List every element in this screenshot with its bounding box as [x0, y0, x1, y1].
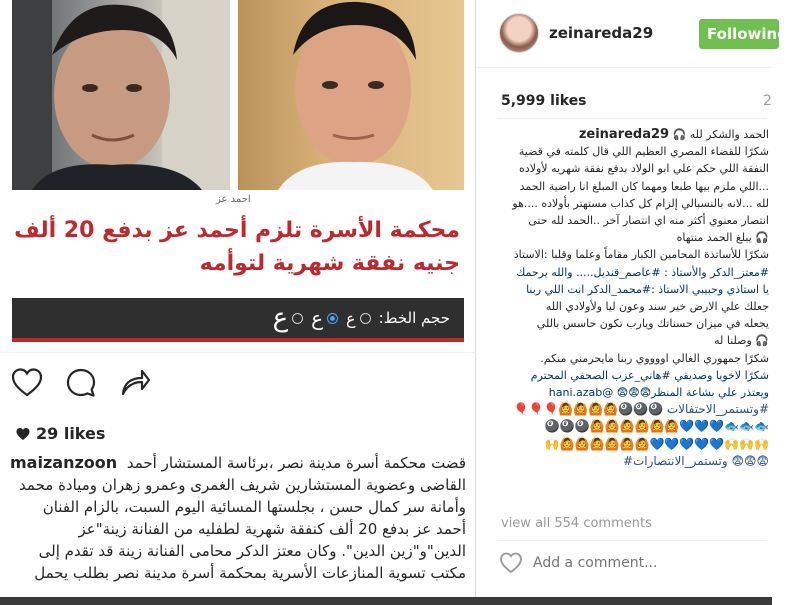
caption-text: قضت محكمة أسرة مدينة نصر ،برئاسة المستشار أحمد القاضى وعضوية المستشارين شريف الغمرى وعمرو زهران وميادة محمد وأمانة سر كمال حسن ، بجلستها المسائية اليوم السبت، بالزام الفنان أحمد عز بدفع 20 ألف كنفقة شهرية لطفليه من الفنانة زينة"عز الدين"و"زين الدين". وكان معتز الدكر محامى الفنانة زينة قد تقدم إلى مكتب تسوية المنازعات الأسرية بمحكمة أسرة مدينة نصر بطلب يحمل — [19, 454, 466, 582]
header-username[interactable]: zeinareda29 — [549, 24, 654, 42]
avatar[interactable] — [499, 13, 539, 53]
font-option-medium[interactable] — [311, 306, 338, 330]
caption-line: يجعله في ميزان حسناتك ويارب تكون حاسس باللي — [536, 317, 769, 331]
comment-icon[interactable] — [64, 366, 98, 400]
caption-line: شكرًا للأساتذة المحامين الكبار مقاماً وعلما وقلبا :الاستاذ — [513, 248, 769, 262]
caption-line-emoji: 🙌🙌🙌💙💙💙💙💙🙆🙆🙆🙆🙆🙆🙌 — [544, 436, 769, 451]
image-caption-small: احمد عز — [216, 194, 251, 205]
caption-line: ...اللي ملزم بيها طبعا ومهما كان المبلغ انا راضية الحمد — [519, 179, 769, 193]
heart-icon[interactable] — [499, 551, 523, 575]
radio-selected-icon[interactable] — [327, 313, 338, 324]
caption-line: الحمد والشكر لله 🎧 zeinareda29 — [578, 127, 769, 142]
caption-username[interactable]: maizanzoon — [10, 453, 118, 472]
photo-man-left — [12, 0, 230, 190]
comment-input[interactable] — [533, 551, 753, 575]
caption-line-hashtags[interactable]: يا استاذي وحبيبي الاستاذ :#محمد_الدكر انت اللي ربنا — [526, 282, 769, 296]
caption-line-emoji[interactable]: 😨😨😨 وتستمر_الانتصارات# — [622, 453, 769, 468]
divider — [497, 118, 767, 119]
font-option-letter: ع — [346, 308, 356, 328]
post-sidebar — [477, 0, 788, 605]
caption-line: لله ...لانه بالنسبالي إلزام كل كذاب مستهتر بأولاده ....هو — [512, 196, 769, 210]
photo-man-right — [238, 0, 464, 190]
post-time: 2 — [763, 93, 772, 109]
font-size-label: حجم الخط: — [378, 309, 450, 327]
caption-line-hashtags[interactable]: شكرًا لاخويا وصديقي #هاني_عزب الصحفي المحترم — [530, 368, 769, 382]
headline-line-1: محكمة الأسرة تلزم أحمد عز بدفع 20 ألف — [14, 218, 460, 243]
sidebar-caption — [499, 126, 769, 530]
caption-line: النفقة اللي حكم علي ابو الولاد بدفع نفقة شهريه لأولاده — [519, 162, 769, 176]
post-actions — [10, 366, 152, 400]
likes-text: 29 likes — [36, 424, 106, 443]
horizontal-scrollbar[interactable] — [0, 597, 772, 605]
caption-line-emoji: 🐟🐟🐟💙💙💙🙆🙆🙆🙆🙆🙆🎱🎱🎱 — [544, 419, 769, 434]
headline-line-2: جنيه نفقة شهرية لتوأمه — [199, 251, 460, 276]
caption-line-hashtags[interactable]: #معتز_الدكر والأستاذ : #عاصم_قنديل..... والله يرحمك — [516, 265, 769, 279]
heart-icon[interactable] — [10, 366, 44, 400]
share-icon[interactable] — [118, 366, 152, 400]
font-size-bar — [12, 298, 464, 342]
divider — [497, 540, 767, 541]
likes-count[interactable] — [16, 424, 105, 443]
font-option-letter: ع — [311, 306, 324, 330]
caption-line-emoji[interactable]: #وتستمر_الاحتفالات 🎱🎱🎱🙆🙆🙆🙆🎈🎈🎈 — [513, 402, 769, 417]
caption-line: 🎧 وصلنا له — [714, 334, 769, 348]
caption-username[interactable]: zeinareda29 — [578, 127, 670, 142]
font-option-letter: ع — [272, 303, 289, 333]
post-image — [6, 0, 468, 350]
caption-line: انتصار معنوي أكثر منه اي انتصار آخر ..الحمد لله حتى — [528, 214, 769, 228]
font-option-large[interactable] — [273, 303, 304, 333]
font-option-small[interactable] — [346, 309, 371, 328]
heart-filled-icon — [16, 427, 30, 441]
following-button[interactable]: Following — [699, 19, 779, 49]
caption-line-mention[interactable]: ويعتذر علي بشاعة المنظر😨😨😨 @hani.azab — [548, 386, 769, 400]
divider — [0, 352, 476, 353]
view-all-comments-link[interactable]: view all 554 comments — [501, 516, 652, 531]
caption-line: شكرًا للقضاء المصري العظيم اللي قال كلمته في قضية — [518, 145, 769, 159]
radio-icon[interactable] — [292, 313, 303, 324]
caption-line: شكرًا جمهوري الغالي اووووي ربنا مايحرمني منكم. — [540, 351, 769, 365]
news-headline — [12, 214, 460, 280]
caption-line: 🎧 يبلغ الحمد منتهاه — [676, 231, 769, 245]
radio-icon[interactable] — [360, 313, 371, 324]
caption-line: جعلك علي الارض خير سند وعون ليا ولأولادي الله — [545, 300, 769, 314]
post-caption — [10, 452, 466, 584]
sidebar-likes-count[interactable]: 5,999 likes — [501, 93, 587, 109]
sidebar-header — [477, 0, 788, 68]
